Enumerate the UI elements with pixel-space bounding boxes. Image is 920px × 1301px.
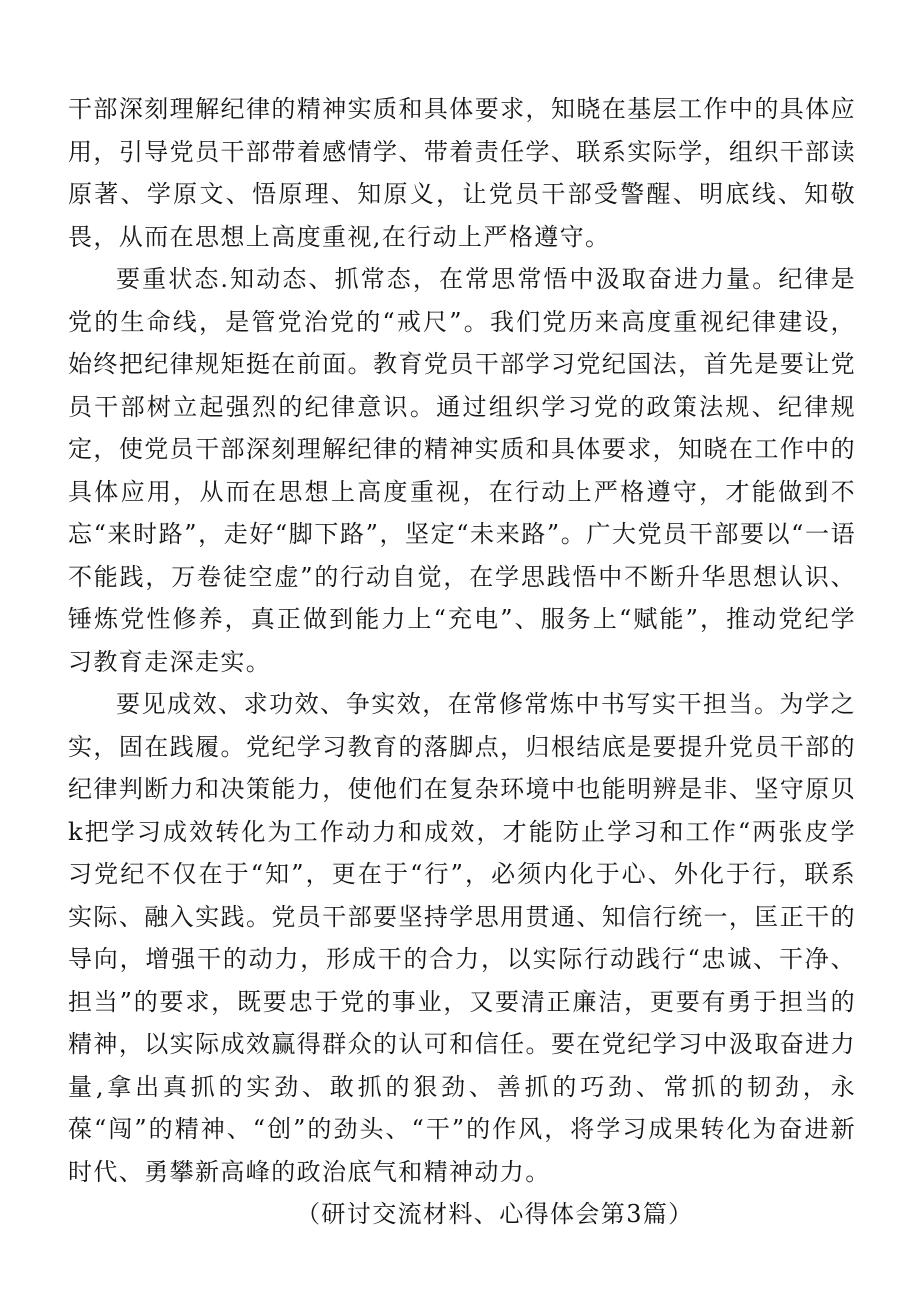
- document-body: [68, 88, 856, 1236]
- paragraph-status: 要重状态.知动态、抓常态，在常思常悟中汲取奋进力量。纪律是党的生命线，是管党治党的“戒尺”。我们党历来高度重视纪律建设，始终把纪律规矩挺在前面。教育党员干部学习党纪国法，首先是要让党员干部树立起强烈的纪律意识。通过组织学习党的政策法规、纪律规定，使党员干部深刻理解纪律的精神实质和具体要求，知晓在工作中的具体应用，从而在思想上高度重视，在行动上严格遵守，才能做到不忘“来时路”，走好“脚下路”，坚定“未来路”。广大党员干部要以“一语不能践，万卷徒空虚”的行动自觉，在学思践悟中不断升华思想认识、锤炼党性修养，真正做到能力上“充电”、服务上“赋能”，推动党纪学习教育走深走实。: [68, 265, 857, 676]
- section-caption: （研讨交流材料、心得体会第3篇）: [296, 1200, 694, 1228]
- paragraph-effect: 要见成效、求功效、争实效，在常修常炼中书写实干担当。为学之实，固在践履。党纪学习教育的落脚点，归根结底是要提升党员干部的纪律判断力和决策能力，使他们在复杂环境中也能明辨是非、坚守原贝k把学习成效转化为工作动力和成效，才能防止学习和工作“两张皮学习党纪不仅在于“知”，更在于“行”，必须内化于心、外化于行，联系实际、融入实践。党员干部要坚持学思用贯通、知信行统一，匡正干的导向，增强干的动力，形成干的合力，以实际行动践行“忠诚、干净、担当”的要求，既要忠于党的事业，又要清正廉洁，更要有勇于担当的精神，以实际成效赢得群众的认可和信任。要在党纪学习中汲取奋进力量,拿出真抓的实劲、敢抓的狠劲、善抓的巧劲、常抓的韧劲，永葆“闯”的精神、“创”的劲头、“干”的作风，将学习成果转化为奋进新时代、勇攀新高峰的政治底气和精神动力。: [68, 690, 856, 1186]
- paragraph-continuation: 干部深刻理解纪律的精神实质和具体要求，知晓在基层工作中的具体应用，引导党员干部带着感情学、带着责任学、联系实际学，组织干部读原著、学原文、悟原理、知原义，让党员干部受警醒、明底线、知敬畏，从而在思想上高度重视,在行动上严格遵守。: [68, 95, 856, 251]
